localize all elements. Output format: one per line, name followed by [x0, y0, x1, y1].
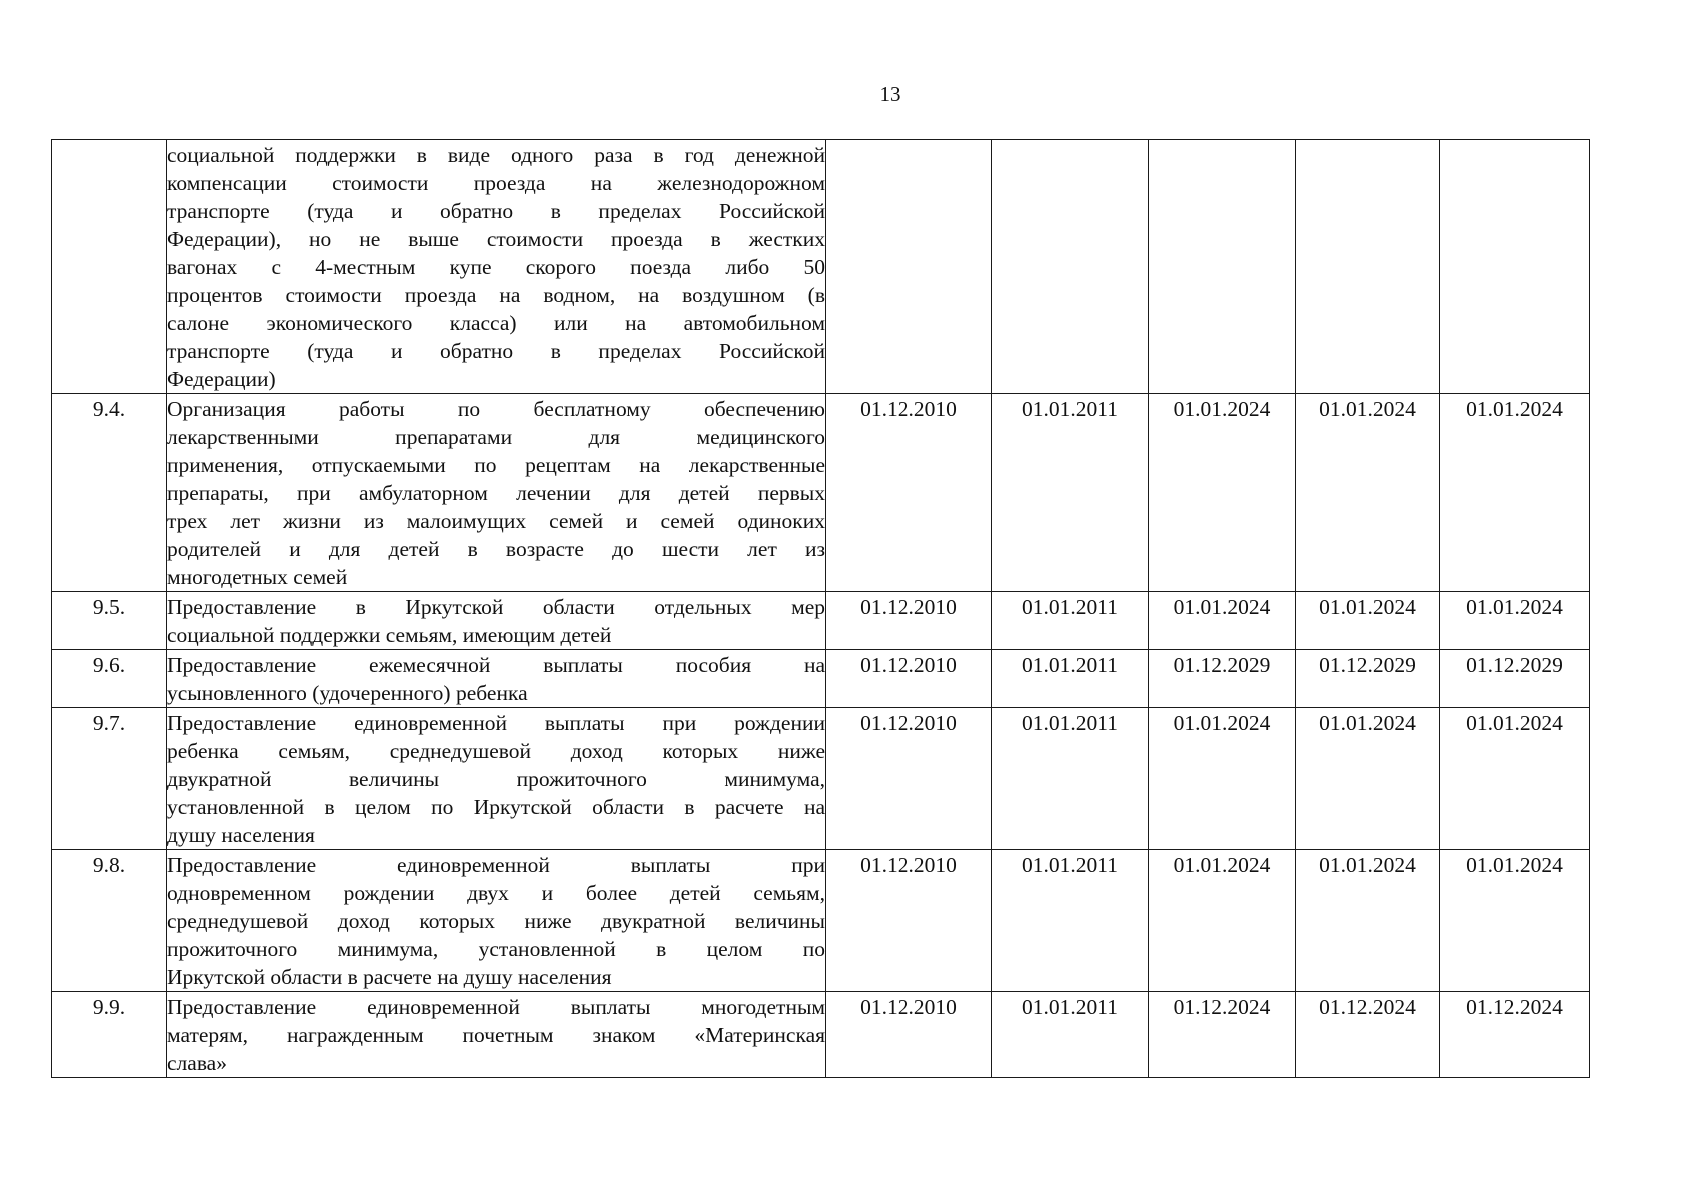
- description-line: транспорте (туда и обратно в пределах Российской: [167, 339, 825, 363]
- description-line: многодетных семей: [167, 565, 348, 589]
- date-cell-4: 01.01.2024: [1296, 394, 1440, 592]
- row-number: 9.8.: [52, 850, 167, 992]
- description-line: Иркутской области в расчете на душу населения: [167, 965, 612, 989]
- date-cell-3: [1149, 140, 1296, 394]
- description-line: матерям, награжденным почетным знаком «Материнская: [167, 1023, 825, 1047]
- date-cell-2: 01.01.2011: [992, 592, 1149, 650]
- description-line: вагонах с 4-местным купе скорого поезда либо 50: [167, 255, 825, 279]
- date-cell-1: 01.12.2010: [826, 850, 992, 992]
- row-number: [52, 140, 167, 394]
- description-line: лекарственными препаратами для медицинского: [167, 425, 825, 449]
- description-line: установленной в целом по Иркутской области в расчете на: [167, 795, 825, 819]
- date-cell-2: 01.01.2011: [992, 394, 1149, 592]
- description-line: прожиточного минимума, установленной в целом по: [167, 937, 825, 961]
- table-row: [52, 394, 1590, 592]
- table-row: [52, 850, 1590, 992]
- description-line: трех лет жизни из малоимущих семей и семей одиноких: [167, 509, 825, 533]
- description-line: Предоставление в Иркутской области отдельных мер: [167, 595, 825, 619]
- description-line: двукратной величины прожиточного минимума,: [167, 767, 825, 791]
- description-line: Организация работы по бесплатному обеспечению: [167, 397, 825, 421]
- table-row: [52, 650, 1590, 708]
- description-line: салоне экономического класса) или на автомобильном: [167, 311, 825, 335]
- description-line: родителей и для детей в возрасте до шести лет из: [167, 537, 825, 561]
- date-cell-3: 01.01.2024: [1149, 850, 1296, 992]
- table-row: [52, 992, 1590, 1078]
- row-number: 9.4.: [52, 394, 167, 592]
- date-cell-3: 01.12.2029: [1149, 650, 1296, 708]
- date-cell-1: [826, 140, 992, 394]
- description-line: социальной поддержки семьям, имеющим детей: [167, 623, 612, 647]
- date-cell-5: 01.12.2029: [1440, 650, 1590, 708]
- date-cell-2: 01.01.2011: [992, 992, 1149, 1078]
- date-cell-1: 01.12.2010: [826, 394, 992, 592]
- date-cell-1: 01.12.2010: [826, 650, 992, 708]
- date-cell-4: 01.12.2029: [1296, 650, 1440, 708]
- row-number: 9.9.: [52, 992, 167, 1078]
- table-body: [52, 140, 1590, 1078]
- date-cell-4: 01.01.2024: [1296, 850, 1440, 992]
- description-line: процентов стоимости проезда на водном, на воздушном (в: [167, 283, 825, 307]
- description-line: Предоставление единовременной выплаты при: [167, 853, 825, 877]
- date-cell-3: 01.01.2024: [1149, 394, 1296, 592]
- row-number: 9.7.: [52, 708, 167, 850]
- date-cell-4: [1296, 140, 1440, 394]
- date-cell-5: 01.01.2024: [1440, 394, 1590, 592]
- description-line: одновременном рождении двух и более детей семьям,: [167, 881, 825, 905]
- measure-description: [167, 708, 826, 850]
- description-line: слава»: [167, 1051, 227, 1075]
- measure-description: [167, 140, 826, 394]
- table-row: [52, 708, 1590, 850]
- page-number: 13: [879, 82, 901, 106]
- description-line: транспорте (туда и обратно в пределах Российской: [167, 199, 825, 223]
- description-line: Предоставление ежемесячной выплаты пособия на: [167, 653, 825, 677]
- date-cell-5: 01.01.2024: [1440, 592, 1590, 650]
- date-cell-4: 01.12.2024: [1296, 992, 1440, 1078]
- description-line: Предоставление единовременной выплаты многодетным: [167, 995, 825, 1019]
- description-line: усыновленного (удочеренного) ребенка: [167, 681, 528, 705]
- measure-description: [167, 592, 826, 650]
- description-line: душу населения: [167, 823, 315, 847]
- description-line: Федерации), но не выше стоимости проезда в жестких: [167, 227, 825, 251]
- row-number: 9.5.: [52, 592, 167, 650]
- measure-description: [167, 650, 826, 708]
- date-cell-2: 01.01.2011: [992, 850, 1149, 992]
- date-cell-4: 01.01.2024: [1296, 708, 1440, 850]
- date-cell-2: 01.01.2011: [992, 650, 1149, 708]
- date-cell-1: 01.12.2010: [826, 592, 992, 650]
- row-number: 9.6.: [52, 650, 167, 708]
- description-line: препараты, при амбулаторном лечении для детей первых: [167, 481, 825, 505]
- date-cell-2: [992, 140, 1149, 394]
- date-cell-1: 01.12.2010: [826, 992, 992, 1078]
- date-cell-3: 01.12.2024: [1149, 992, 1296, 1078]
- date-cell-5: 01.01.2024: [1440, 708, 1590, 850]
- date-cell-3: 01.01.2024: [1149, 592, 1296, 650]
- date-cell-5: 01.12.2024: [1440, 992, 1590, 1078]
- date-cell-2: 01.01.2011: [992, 708, 1149, 850]
- description-line: Федерации): [167, 367, 276, 391]
- description-line: применения, отпускаемыми по рецептам на лекарственные: [167, 453, 825, 477]
- description-line: ребенка семьям, среднедушевой доход которых ниже: [167, 739, 825, 763]
- description-line: компенсации стоимости проезда на железнодорожном: [167, 171, 825, 195]
- description-line: Предоставление единовременной выплаты при рождении: [167, 711, 825, 735]
- table-row: [52, 140, 1590, 394]
- measure-description: [167, 850, 826, 992]
- measures-table: [51, 139, 1590, 1078]
- description-line: социальной поддержки в виде одного раза в год денежной: [167, 143, 825, 167]
- measure-description: [167, 992, 826, 1078]
- description-line: среднедушевой доход которых ниже двукратной величины: [167, 909, 825, 933]
- date-cell-1: 01.12.2010: [826, 708, 992, 850]
- date-cell-5: 01.01.2024: [1440, 850, 1590, 992]
- measure-description: [167, 394, 826, 592]
- date-cell-4: 01.01.2024: [1296, 592, 1440, 650]
- date-cell-3: 01.01.2024: [1149, 708, 1296, 850]
- table-row: [52, 592, 1590, 650]
- date-cell-5: [1440, 140, 1590, 394]
